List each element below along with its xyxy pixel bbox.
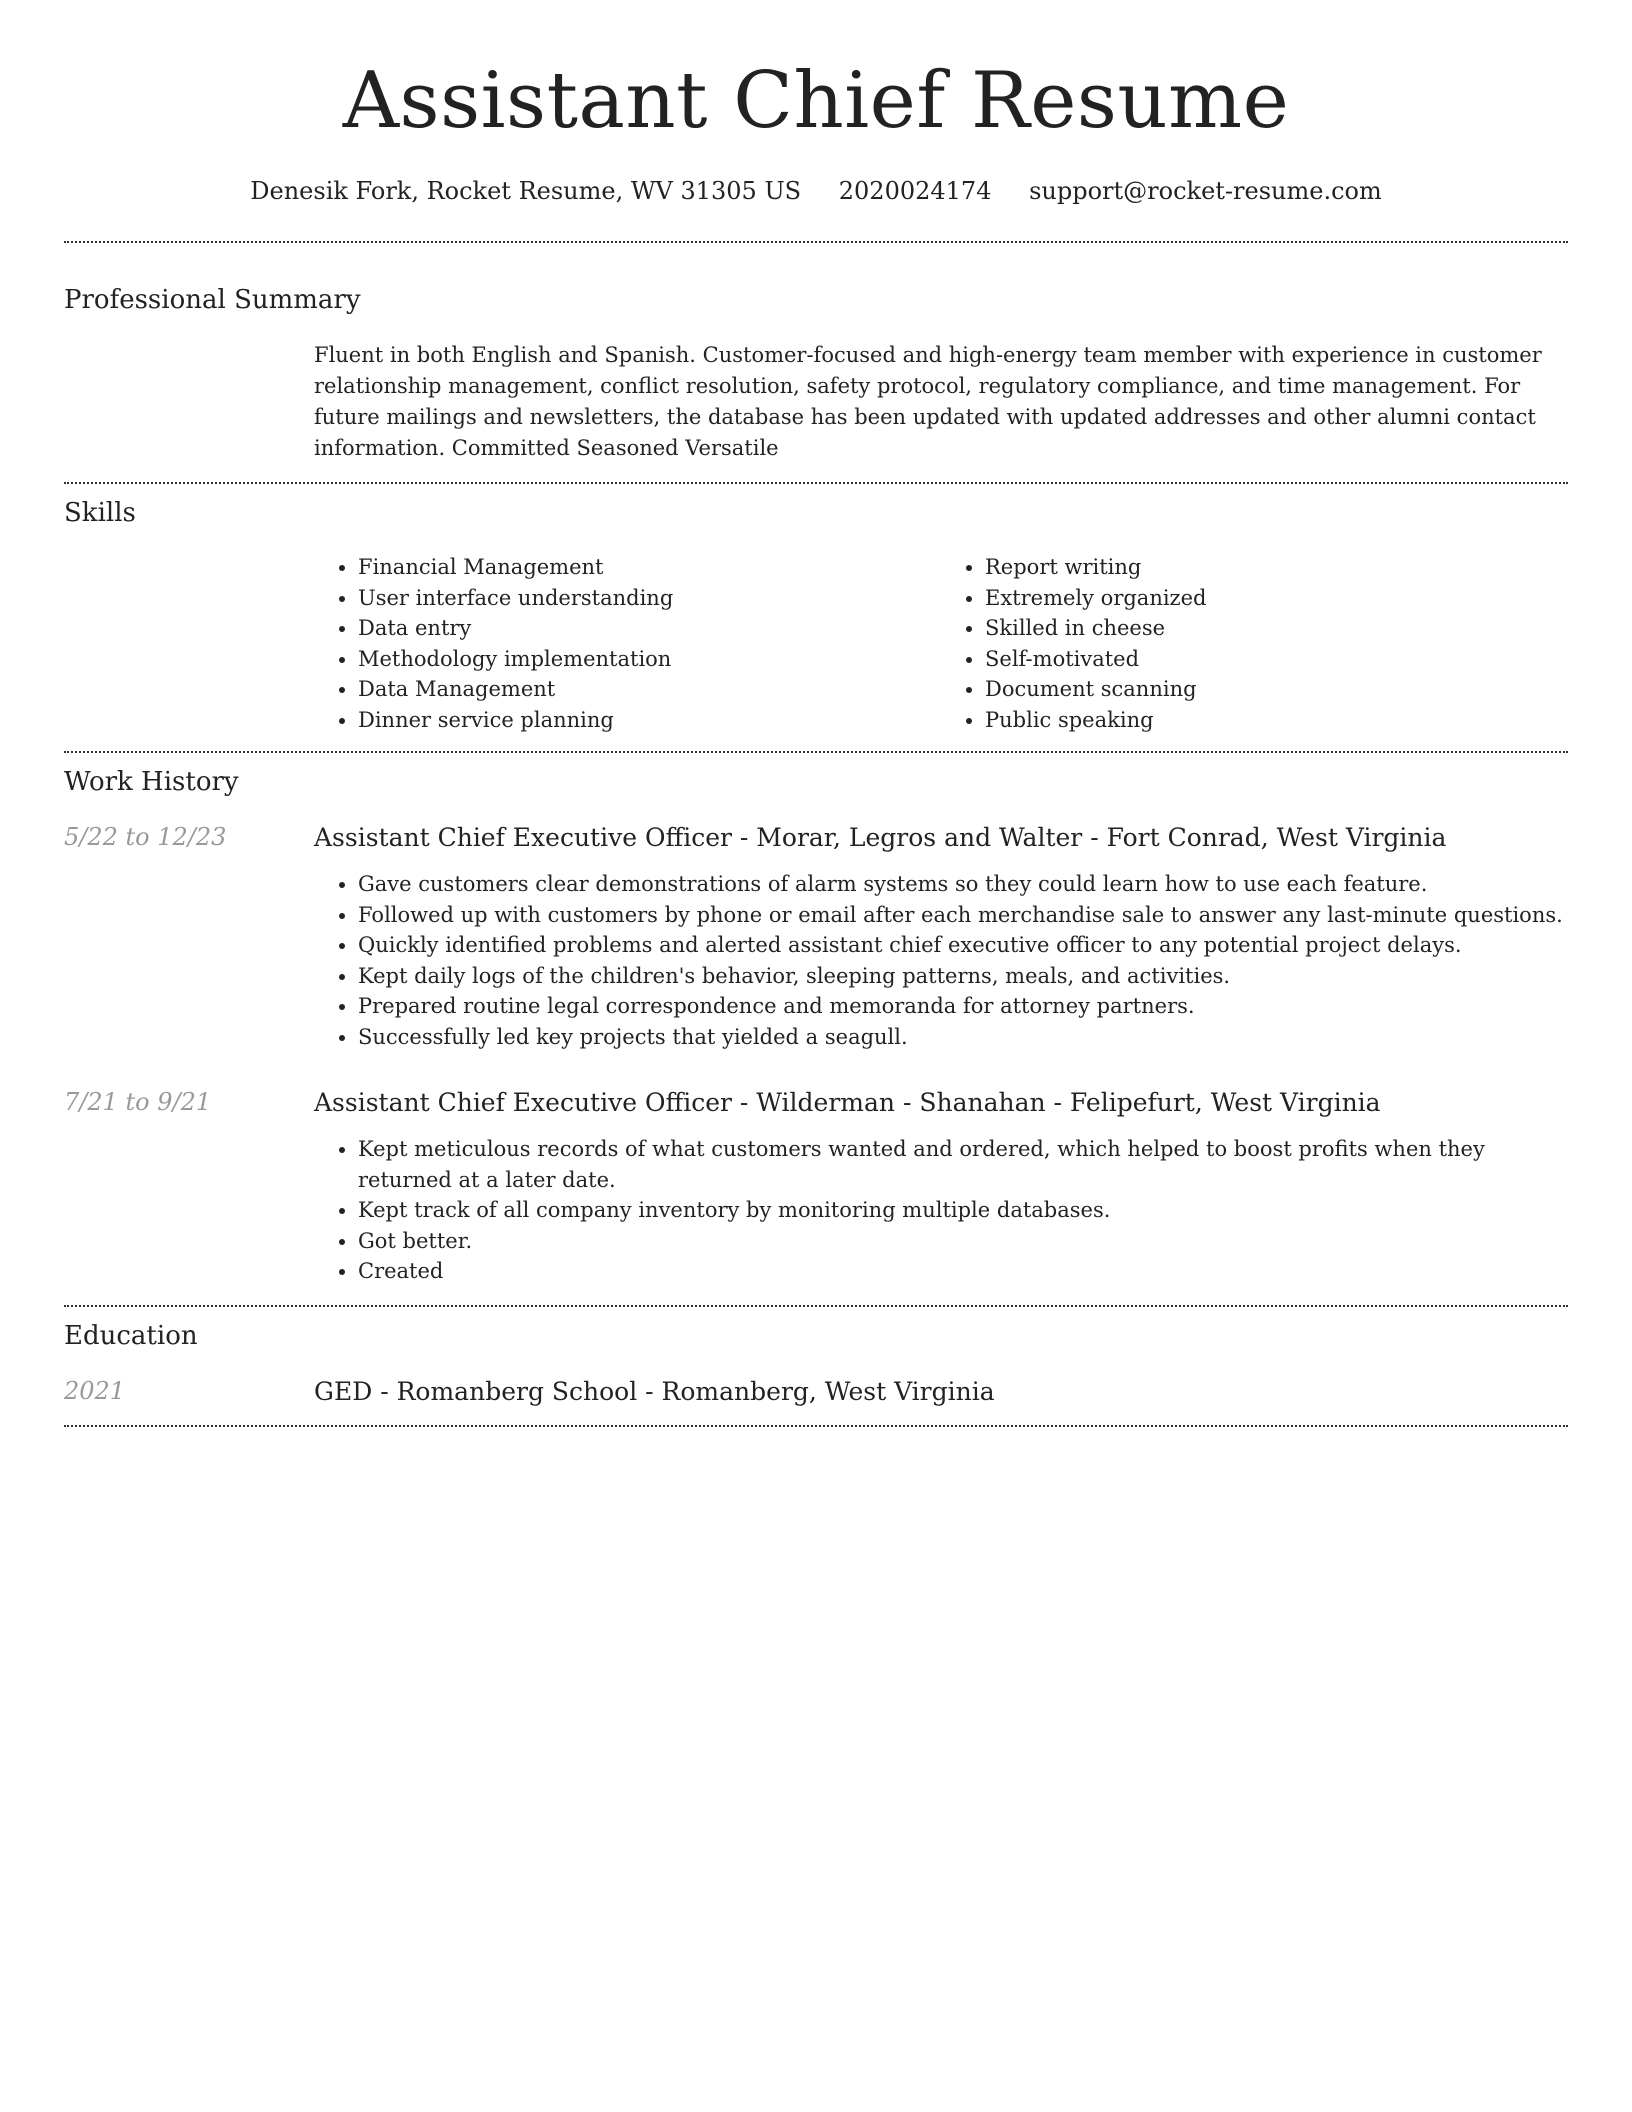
summary-text: Fluent in both English and Spanish. Customer-focused and high-energy team member with experience in customer relationship management, conflict resolution, safety protocol, regulatory compliance, and time management. For future mailings and newsletters, the database has been updated with updated addresses and other alumni contact information. Committed Seasoned Versatile (314, 343, 1542, 461)
summary-heading: Professional Summary (64, 285, 361, 316)
education-title: GED - Romanberg School - Romanberg, West Virginia (314, 1376, 995, 1406)
skills-heading: Skills (64, 498, 136, 529)
job-bullet: • Successfully led key projects that yielded a seagull. (358, 1022, 1568, 1053)
education-section (64, 1321, 1568, 1407)
resume-page (64, 0, 1568, 1427)
skill-item: • Data entry (358, 613, 941, 644)
job-dates: 7/21 to 9/21 (64, 1088, 212, 1117)
job-title: Assistant Chief Executive Officer - Wilderman - Shanahan - Felipefurt, West Virginia (314, 1088, 1381, 1118)
education-entry (64, 1377, 1568, 1407)
job-bullets (314, 869, 1568, 1052)
skills-list-right (941, 552, 1568, 735)
contact-email: support@rocket-resume.com (1029, 177, 1382, 205)
divider (64, 482, 1568, 484)
education-heading: Education (64, 1320, 198, 1351)
skill-item: • Report writing (985, 552, 1568, 583)
skill-item: • Self-motivated (985, 644, 1568, 675)
contact-line (64, 176, 1568, 207)
divider (64, 751, 1568, 753)
job-bullets (314, 1134, 1568, 1287)
education-date: 2021 (64, 1376, 126, 1405)
skill-item: • Dinner service planning (358, 705, 941, 736)
job-bullet: • Created (358, 1256, 1568, 1287)
skill-item: • Public speaking (985, 705, 1568, 736)
job-bullet: • Got better. (358, 1226, 1568, 1257)
job-dates: 5/22 to 12/23 (64, 823, 227, 852)
skill-item: • Data Management (358, 674, 941, 705)
work-heading: Work History (64, 767, 239, 798)
job-bullet: • Prepared routine legal correspondence and memoranda for attorney partners. (358, 991, 1568, 1022)
divider (64, 1305, 1568, 1307)
divider (64, 1425, 1568, 1427)
resume-title: Assistant Chief Resume (342, 56, 1290, 146)
work-section (64, 767, 1568, 1287)
contact-phone: 2020024174 (838, 177, 992, 205)
job-bullet: • Gave customers clear demonstrations of alarm systems so they could learn how to use each feature. (358, 869, 1568, 900)
skill-item: • Financial Management (358, 552, 941, 583)
job-bullet: • Followed up with customers by phone or email after each merchandise sale to answer any last-minute questions. (358, 900, 1568, 931)
job-entry (64, 823, 1568, 1052)
summary-section (64, 285, 1568, 464)
skill-item: • Methodology implementation (358, 644, 941, 675)
skill-item: • User interface understanding (358, 583, 941, 614)
job-title: Assistant Chief Executive Officer - Morar, Legros and Walter - Fort Conrad, West Virginia (314, 823, 1447, 853)
job-bullet: • Kept meticulous records of what customers wanted and ordered, which helped to boost profits when they returned at a later date. (358, 1134, 1568, 1195)
skills-section (64, 498, 1568, 735)
job-entry (64, 1088, 1568, 1287)
skill-item: • Extremely organized (985, 583, 1568, 614)
job-bullet: • Quickly identified problems and alerted assistant chief executive officer to any potential project delays. (358, 930, 1568, 961)
skill-item: • Skilled in cheese (985, 613, 1568, 644)
divider (64, 241, 1568, 243)
contact-address: Denesik Fork, Rocket Resume, WV 31305 US (250, 177, 802, 205)
skills-list-left (314, 552, 941, 735)
job-bullet: • Kept track of all company inventory by monitoring multiple databases. (358, 1195, 1568, 1226)
job-bullet: • Kept daily logs of the children's behavior, sleeping patterns, meals, and activities. (358, 961, 1568, 992)
skill-item: • Document scanning (985, 674, 1568, 705)
